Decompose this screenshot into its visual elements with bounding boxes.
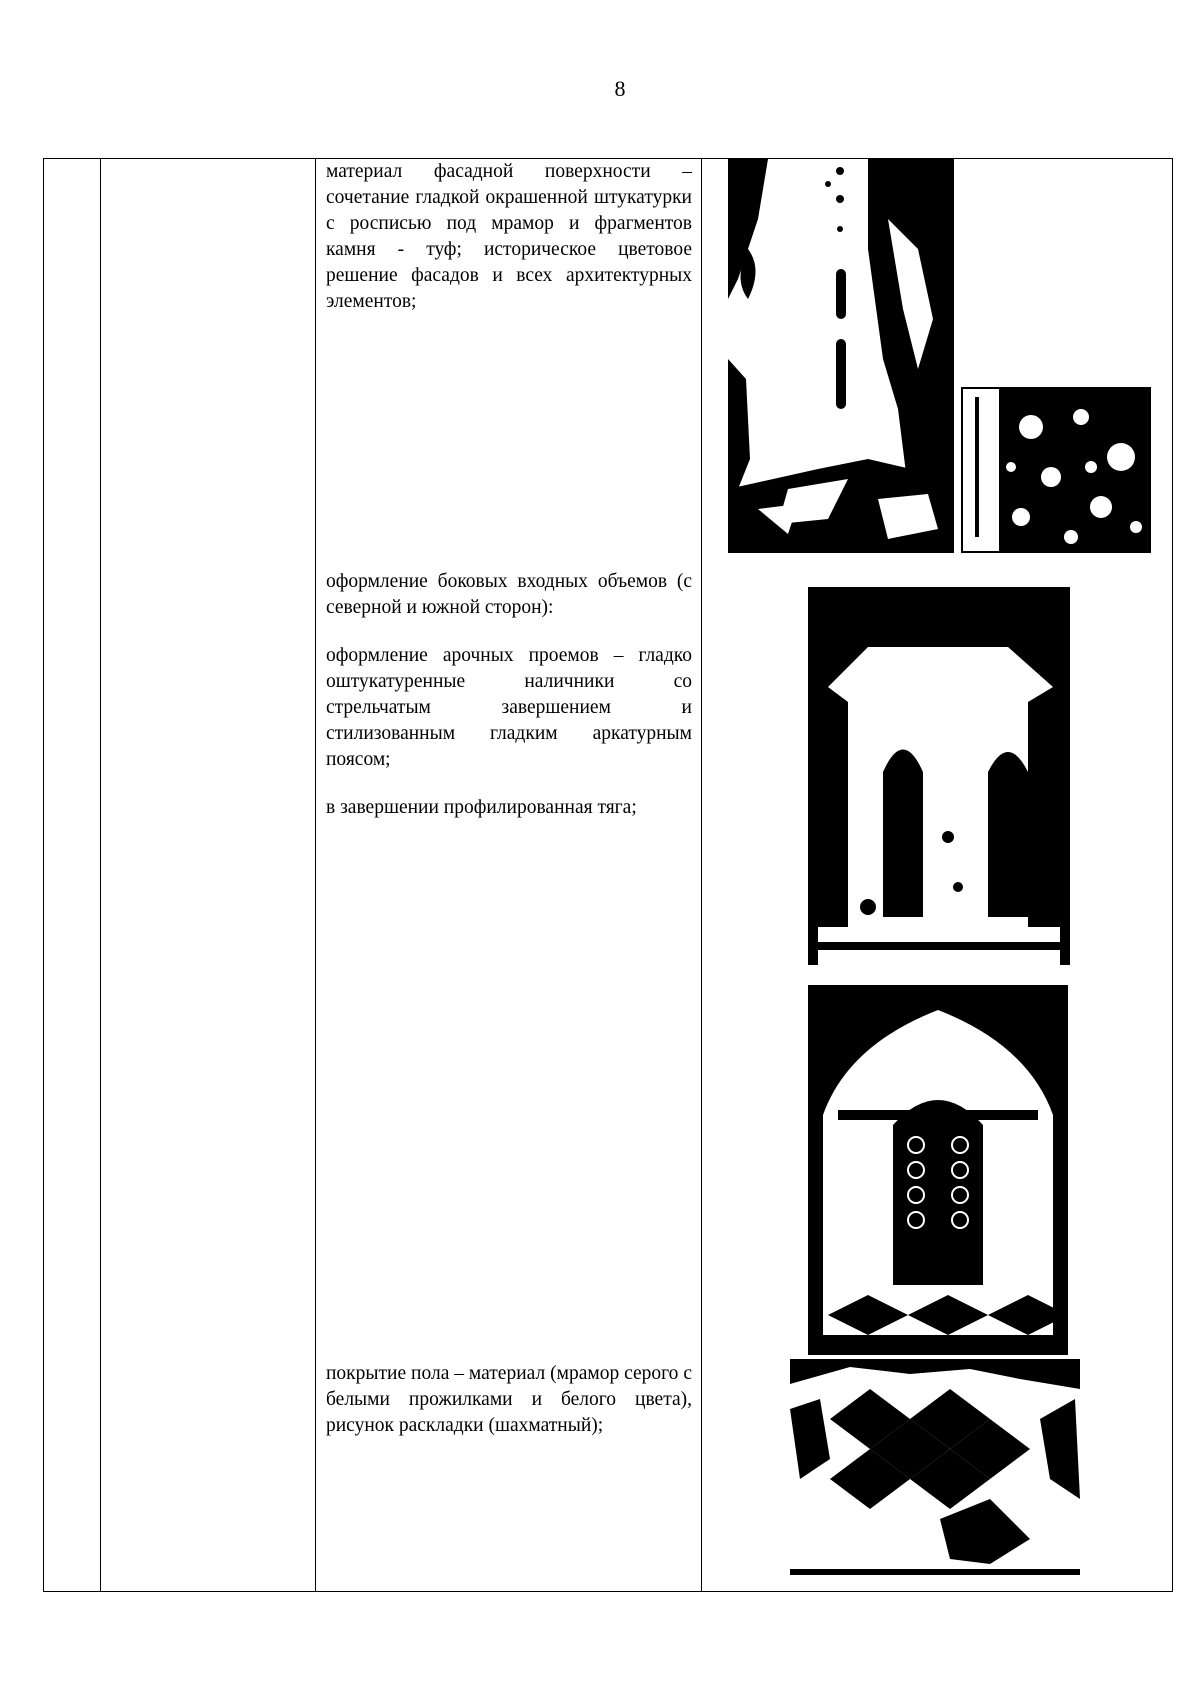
column-divider-3 <box>701 159 702 1591</box>
row-3-text <box>326 1361 692 1461</box>
row-2-text <box>326 569 692 843</box>
arched-doorway-photo <box>808 985 1068 1355</box>
column-divider-1 <box>100 159 101 1591</box>
facade-wall-photo <box>728 159 954 553</box>
tuff-stone-photo <box>961 387 1151 553</box>
row-2-paragraph-3: в завершении профилированная тяга; <box>326 797 637 818</box>
document-table <box>43 158 1173 1592</box>
row-1-text <box>326 159 692 337</box>
row-1-paragraph-1: материал фасадной поверхности – сочетание гладкой окрашенной штукатурки с росписью под мрамор и фрагментов камня - туф; историческое цветовое решение фасадов и всех архитектурных элементов; <box>326 161 692 312</box>
row-3-paragraph-1: покрытие пола – материал (мрамор серого с белыми прожилками и белого цвета), рисунок раскладки (шахматный); <box>326 1363 692 1436</box>
row-2-paragraph-2: оформление арочных проемов – гладко оштукатуренные наличники со стрельчатым завершением и стилизованным гладким аркатурным поясом; <box>326 645 692 770</box>
marble-floor-photo <box>790 1359 1080 1575</box>
page-number: 8 <box>614 76 626 101</box>
column-divider-2 <box>315 159 316 1591</box>
row-2-paragraph-1: оформление боковых входных объемов (с северной и южной сторон): <box>326 571 692 618</box>
side-entrance-photo <box>808 587 1070 965</box>
